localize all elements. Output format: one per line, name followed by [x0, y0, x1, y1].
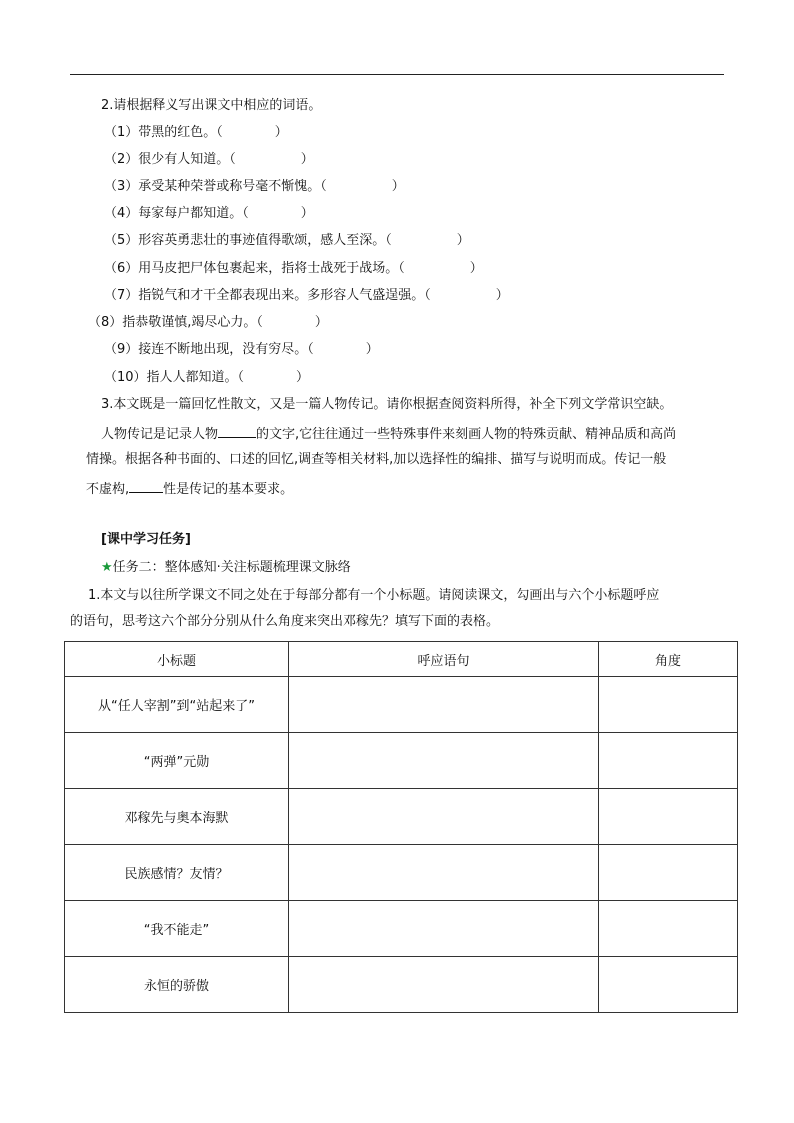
row-subtitle: “我不能走”: [65, 901, 289, 957]
section-title: [课中学习任务]: [101, 532, 191, 547]
header-rule: [70, 74, 724, 75]
q3-paragraph-line-1: [101, 423, 676, 445]
angle-cell[interactable]: [599, 789, 738, 845]
q2-item-10: （10）指人人都知道。（ ）: [104, 370, 310, 385]
row-subtitle: 永恒的骄傲: [65, 957, 289, 1013]
q3-paragraph-line-3: [86, 478, 293, 500]
table-row: [65, 677, 738, 733]
q2-item-3: （3）承受某种荣誉或称号毫不惭愧。（ ）: [104, 179, 405, 194]
angle-cell[interactable]: [599, 733, 738, 789]
header-angle: 角度: [599, 642, 738, 677]
fill-blank-2[interactable]: [129, 478, 163, 493]
q2-item-1: （1）带黑的红色。（ ）: [104, 125, 288, 140]
row-subtitle: “两弹”元勋: [65, 733, 289, 789]
q2-item-4: （4）每家每户都知道。（ ）: [104, 206, 314, 221]
row-subtitle: 邓稼先与奥本海默: [65, 789, 289, 845]
task-question-line-1: 1.本文与以往所学课文不同之处在于每部分都有一个小标题。请阅读课文，勾画出与六个小标题呼应: [88, 588, 660, 603]
fill-blank-1[interactable]: [218, 423, 256, 438]
table-header-row: [65, 642, 738, 677]
sentence-cell[interactable]: [289, 957, 599, 1013]
answer-table: [64, 641, 738, 1013]
header-sentence: 呼应语句: [289, 642, 599, 677]
angle-cell[interactable]: [599, 677, 738, 733]
row-subtitle: 从“任人宰割”到“站起来了”: [65, 677, 289, 733]
table-row: [65, 957, 738, 1013]
table-row: [65, 845, 738, 901]
table-row: [65, 901, 738, 957]
angle-cell[interactable]: [599, 845, 738, 901]
angle-cell[interactable]: [599, 957, 738, 1013]
q2-item-9: （9）接连不断地出现，没有穷尽。（ ）: [104, 342, 379, 357]
q2-item-8: （8）指恭敬谨慎,竭尽心力。（ ）: [88, 315, 328, 330]
sentence-cell[interactable]: [289, 733, 599, 789]
q3-paragraph-line-2: 情操。根据各种书面的、口述的回忆,调查等相关材料,加以选择性的编排、描写与说明而成。传记一般: [86, 452, 667, 467]
table-row: [65, 789, 738, 845]
task-heading: [101, 558, 351, 578]
q2-item-6: （6）用马皮把尸体包裹起来，指将士战死于战场。（ ）: [104, 261, 483, 276]
header-subtitle: 小标题: [65, 642, 289, 677]
q2-heading: 2.请根据释义写出课文中相应的词语。: [101, 98, 322, 113]
q3-text-a: 人物传记是记录人物: [101, 427, 219, 442]
q3-heading: 3.本文既是一篇回忆性散文，又是一篇人物传记。请你根据查阅资料所得，补全下列文学常识空缺。: [101, 397, 673, 412]
q3-text-c: 不虚构,: [86, 482, 130, 497]
sentence-cell[interactable]: [289, 901, 599, 957]
q2-item-5: （5）形容英勇悲壮的事迹值得歌颂，感人至深。（ ）: [104, 233, 470, 248]
sentence-cell[interactable]: [289, 845, 599, 901]
sentence-cell[interactable]: [289, 789, 599, 845]
table-row: [65, 733, 738, 789]
q3-text-b: 的文字,它往往通过一些特殊事件来刻画人物的特殊贡献、精神品质和高尚: [256, 427, 677, 442]
task-label: 任务二：整体感知·关注标题梳理课文脉络: [112, 560, 351, 575]
angle-cell[interactable]: [599, 901, 738, 957]
sentence-cell[interactable]: [289, 677, 599, 733]
q2-item-7: （7）指锐气和才干全都表现出来。多形容人气盛逞强。（ ）: [104, 288, 509, 303]
row-subtitle: 民族感情？友情？: [65, 845, 289, 901]
task-question-line-2: 的语句，思考这六个部分分别从什么角度来突出邓稼先？填写下面的表格。: [70, 614, 500, 629]
star-icon: ★: [101, 560, 113, 575]
q3-text-d: 性是传记的基本要求。: [163, 482, 294, 497]
q2-item-2: （2）很少有人知道。（ ）: [104, 152, 314, 167]
